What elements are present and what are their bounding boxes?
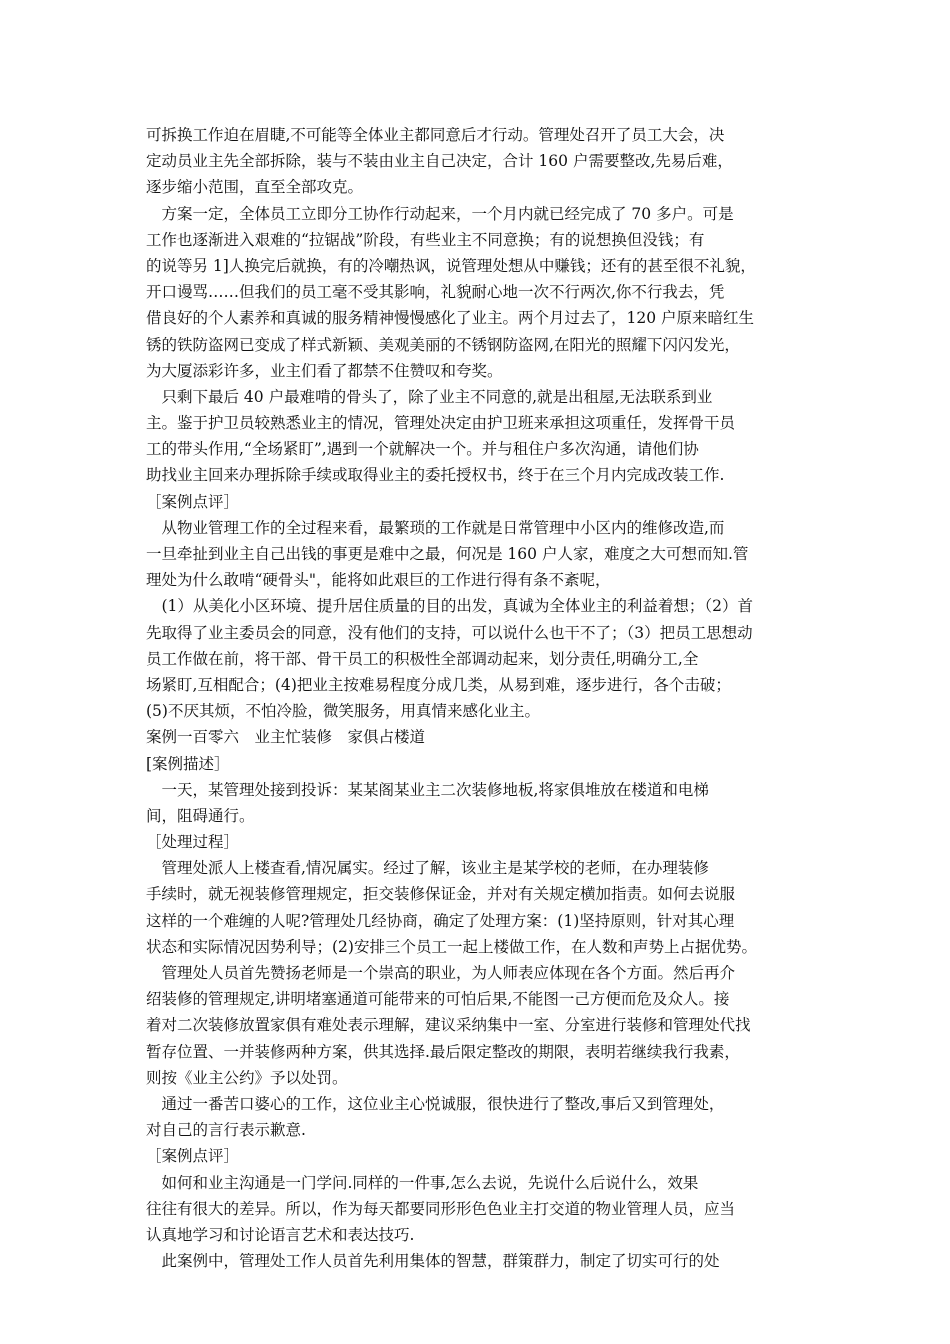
text-line: 一旦牵扯到业主自己出钱的事更是难中之最，何况是 160 户人家，难度之大可想而知.管	[146, 545, 749, 563]
text-line: (1）从美化小区环境、提升居住质量的目的出发，真诚为全体业主的利益着想；（2）首	[146, 597, 754, 616]
text-line: 工作也逐渐进入艰难的“拉锯战”阶段，有些业主不同意换；有的说想换但没钱；有	[146, 230, 705, 249]
section-heading: ［案例点评］	[146, 1147, 240, 1166]
text-line: 通过一番苦口婆心的工作，这位业主心悦诚服，很快进行了整改,事后又到管理处，	[146, 1094, 725, 1113]
text-line: 对自己的言行表示歉意.	[146, 1121, 306, 1140]
case-title: 案例一百零六 业主忙装修 家俱占楼道	[146, 728, 426, 747]
document-body	[146, 122, 816, 1274]
text-line: 从物业管理工作的全过程来看，最繁琐的工作就是日常管理中小区内的维修改造,而	[146, 518, 725, 537]
text-line: 间，阻碍通行。	[146, 806, 255, 825]
text-line: 此案例中，管理处工作人员首先利用集体的智慧，群策群力，制定了切实可行的处	[146, 1252, 720, 1271]
section-heading: [案例描述］	[146, 754, 230, 773]
text-line: 先取得了业主委员会的同意，没有他们的支持，可以说什么也干不了；（3）把员工思想动	[146, 623, 753, 642]
text-line: 场紧盯,互相配合；(4)把业主按难易程度分成几类，从易到难，逐步进行，各个击破；	[146, 675, 731, 694]
section-heading: ［处理过程］	[146, 833, 240, 852]
text-line: 方案一定，全体员工立即分工协作行动起来，一个月内就已经完成了 70 多户。可是	[146, 204, 734, 223]
text-line: 的说等另 1]人换完后就换，有的冷嘲热讽，说管理处想从中赚钱；还有的甚至很不礼貌，	[146, 256, 756, 275]
text-line: 定动员业主先全部拆除，装与不装由业主自己决定，合计 160 户需要整改,先易后难，	[146, 152, 733, 171]
text-line: 助找业主回来办理拆除手续或取得业主的委托授权书，终于在三个月内完成改装工作.	[146, 466, 725, 485]
text-line: 暂存位置、一并装修两种方案，供其选择.最后限定整改的期限，表明若继续我行我素，	[146, 1042, 740, 1061]
text-line: 手续时，就无视装修管理规定，拒交装修保证金，并对有关规定横加指责。如何去说服	[146, 885, 736, 904]
section-heading: ［案例点评］	[146, 492, 240, 511]
text-line: 状态和实际情况因势利导；(2)安排三个员工一起上楼做工作，在人数和声势上占据优势。	[146, 937, 757, 956]
text-line: 理处为什么敢啃“硬骨头"，能将如此艰巨的工作进行得有条不紊呢，	[146, 571, 611, 590]
text-line: 一天，某管理处接到投诉：某某阁某业主二次装修地板,将家俱堆放在楼道和电梯	[146, 780, 709, 799]
text-line: 借良好的个人素养和真诚的服务精神慢慢感化了业主。两个月过去了，120 户原来暗红生	[146, 309, 755, 328]
text-line: 可拆换工作迫在眉睫,不可能等全体业主都同意后才行动。管理处召开了员工大会，决	[146, 126, 725, 144]
text-line: 如何和业主沟通是一门学问.同样的一件事,怎么去说，先说什么后说什么，效果	[146, 1173, 699, 1192]
text-line: 逐步缩小范围，直至全部攻克。	[146, 178, 364, 197]
text-line: 绍装修的管理规定,讲明堵塞通道可能带来的可怕后果,不能图一己方便而危及众人。接	[146, 990, 730, 1009]
text-line: 开口谩骂……但我们的员工毫不受其影响，礼貌耐心地一次不行两次,你不行我去，凭	[146, 283, 725, 302]
text-line: 为大厦添彩许多，业主们看了都禁不住赞叹和夸奖。	[146, 361, 503, 380]
text-line: 这样的一个难缠的人呢?管理处几经协商，确定了处理方案：(1)坚持原则，针对其心理	[146, 911, 735, 930]
text-line: 锈的铁防盗网已变成了样式新颖、美观美丽的不锈钢防盗网,在阳光的照耀下闪闪发光，	[146, 335, 740, 354]
text-line: 着对二次装修放置家俱有难处表示理解，建议采纳集中一室、分室进行装修和管理处代找	[146, 1016, 751, 1035]
text-line: 管理处派人上楼查看,情况属实。经过了解，该业主是某学校的老师，在办理装修	[146, 859, 709, 878]
text-line: 主。鉴于护卫员较熟悉业主的情况，管理处决定由护卫班来承担这项重任，发挥骨干员	[146, 414, 736, 433]
text-line: 员工作做在前，将干部、骨干员工的积极性全部调动起来，划分责任,明确分工,全	[146, 649, 699, 668]
text-line: 则按《业主公约》予以处罚。	[146, 1068, 348, 1087]
text-line: 工的带头作用,“全场紧盯”,遇到一个就解决一个。并与租住户多次沟通，请他们协	[146, 440, 699, 459]
text-line: 认真地学习和讨论语言艺术和表达技巧.	[146, 1225, 415, 1244]
text-line: 管理处人员首先赞扬老师是一个崇高的职业，为人师表应体现在各个方面。然后再介	[146, 964, 736, 982]
text-line: 只剩下最后 40 户最难啃的骨头了，除了业主不同意的,就是出租屋,无法联系到业	[146, 387, 713, 406]
text-line: (5)不厌其烦，不怕冷脸，微笑服务，用真情来感化业主。	[146, 702, 540, 721]
text-line: 往往有很大的差异。所以，作为每天都要同形形色色业主打交道的物业管理人员，应当	[146, 1199, 736, 1218]
